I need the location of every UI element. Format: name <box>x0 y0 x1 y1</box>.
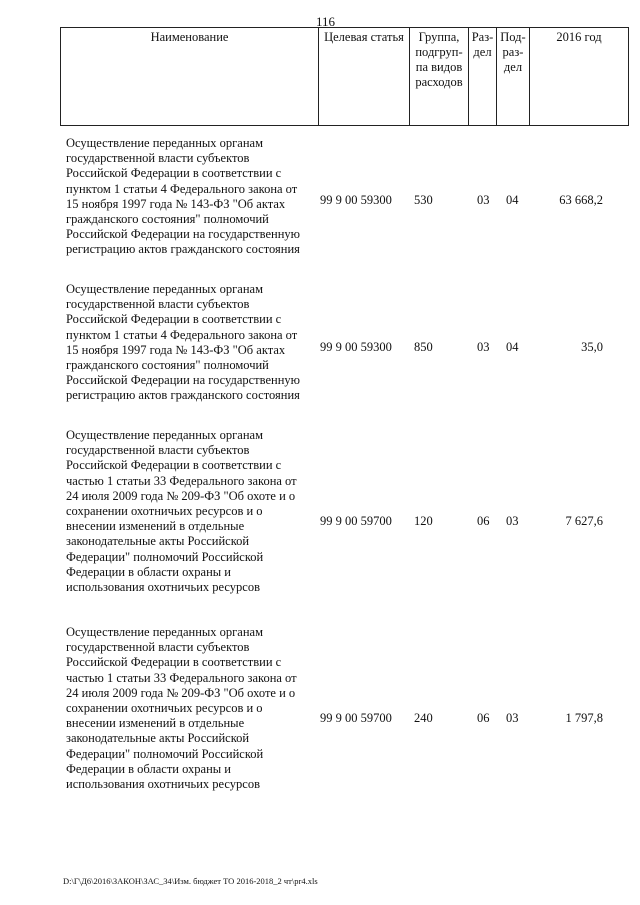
row-amount: 1 797,8 <box>565 711 603 725</box>
row-section: 03 <box>477 340 490 354</box>
row-section: 06 <box>477 514 490 528</box>
file-path-footer: D:\Г\Д6\2016\ЗАКОН\ЗАС_34\Изм. бюджет ТО 2016-2018_2 чт\pr4.xls <box>63 876 318 886</box>
header-target-article: Целевая статья <box>319 28 410 126</box>
header-expense-group: Группа, подгруп-па видов расходов <box>410 28 469 126</box>
row-amount: 35,0 <box>581 340 603 354</box>
row-amount: 7 627,6 <box>565 514 603 528</box>
table-header <box>60 27 629 126</box>
header-section: Раз-дел <box>469 28 497 126</box>
header-name: Наименование <box>61 28 319 126</box>
row-subsection: 04 <box>506 193 519 207</box>
row-section: 03 <box>477 193 490 207</box>
row-code: 99 9 00 59300 <box>320 193 392 207</box>
row-amount: 63 668,2 <box>559 193 603 207</box>
row-code: 99 9 00 59300 <box>320 340 392 354</box>
row-name: Осуществление переданных органам государственной власти субъектов Российской Федерации в соответствии с частью 1 статьи 33 Федерального закона от 24 июля 2009 года № 209-ФЗ "Об охоте и о сохранении охотничьих ресурсов и о внесении изменений в отдельные законодательные акты Российской Федерации" полномочий Российской Федерации в области охраны и использования охотничьих ресурсов <box>66 625 297 792</box>
row-group: 530 <box>414 193 433 207</box>
row-code: 99 9 00 59700 <box>320 711 392 725</box>
header-year: 2016 год <box>530 28 629 126</box>
row-name: Осуществление переданных органам государственной власти субъектов Российской Федерации в соответствии с пунктом 1 статьи 4 Федерального закона от 15 ноября 1997 года № 143-ФЗ "Об актах гражданского состояния" полномочий Российской Федерации на государственную регистрацию актов гражданского состояния <box>66 136 300 257</box>
row-group: 850 <box>414 340 433 354</box>
row-subsection: 03 <box>506 514 519 528</box>
row-group: 120 <box>414 514 433 528</box>
page-number: 116 <box>316 14 336 29</box>
row-group: 240 <box>414 711 433 725</box>
row-name: Осуществление переданных органам государственной власти субъектов Российской Федерации в соответствии с пунктом 1 статьи 4 Федерального закона от 15 ноября 1997 года № 143-ФЗ "Об актах гражданского состояния" полномочий Российской Федерации на государственную регистрацию актов гражданского состояния <box>66 282 300 403</box>
row-subsection: 03 <box>506 711 519 725</box>
header-subsection: Под-раз-дел <box>497 28 530 126</box>
row-section: 06 <box>477 711 490 725</box>
row-subsection: 04 <box>506 340 519 354</box>
row-name: Осуществление переданных органам государственной власти субъектов Российской Федерации в соответствии с частью 1 статьи 33 Федерального закона от 24 июля 2009 года № 209-ФЗ "Об охоте и о сохранении охотничьих ресурсов и о внесении изменений в отдельные законодательные акты Российской Федерации" полномочий Российской Федерации в области охраны и использования охотничьих ресурсов <box>66 428 297 595</box>
row-code: 99 9 00 59700 <box>320 514 392 528</box>
